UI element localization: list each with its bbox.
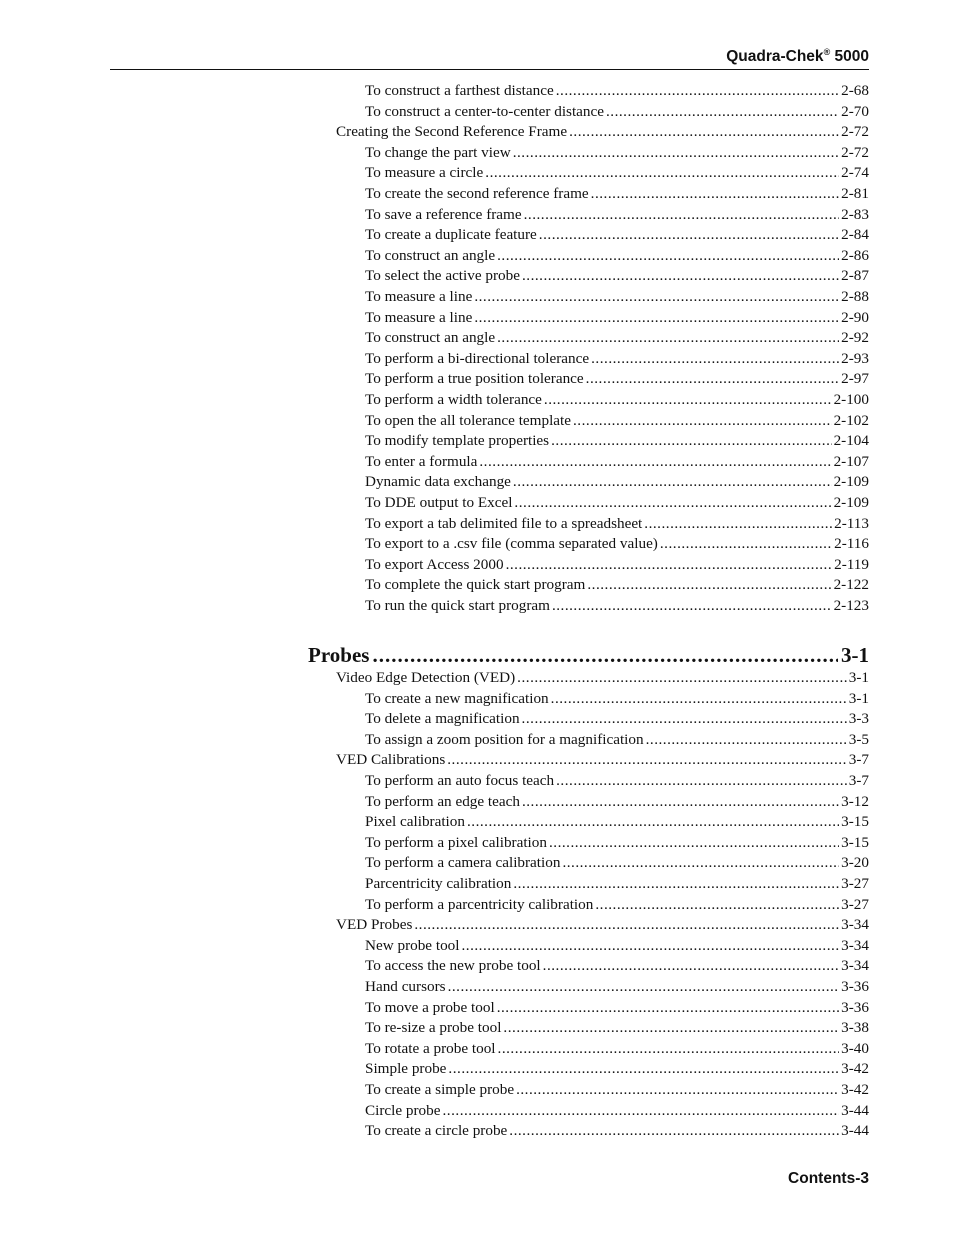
- toc-entry-page: 3-7: [848, 772, 869, 789]
- dot-leader: [549, 834, 839, 852]
- toc-entry-title: To create a simple probe: [365, 1081, 515, 1098]
- toc-entry[interactable]: [365, 432, 869, 450]
- toc-entry-page: 2-83: [841, 205, 869, 223]
- toc-entry-page: 3-20: [841, 854, 869, 872]
- toc-entry-page: 2-107: [833, 452, 869, 470]
- dot-leader: [552, 597, 832, 615]
- toc-entry[interactable]: [365, 834, 869, 852]
- toc-section-entry[interactable]: [336, 751, 869, 769]
- toc-entry-title: To access the new probe tool: [365, 957, 541, 975]
- dot-leader: [522, 267, 839, 285]
- toc-entry[interactable]: [365, 82, 869, 100]
- toc-entry-page: 2-81: [841, 185, 869, 202]
- toc-entry[interactable]: [365, 535, 869, 553]
- toc-entry-title: To export Access 2000: [365, 555, 504, 573]
- toc-entry[interactable]: [365, 288, 869, 306]
- dot-leader: [606, 103, 839, 121]
- toc-entry[interactable]: [365, 1019, 869, 1037]
- dot-leader: [556, 772, 847, 790]
- dot-leader: [551, 432, 831, 450]
- dot-leader: [448, 1060, 839, 1078]
- toc-entry-page: 3-5: [848, 730, 869, 748]
- toc-entry-title: To perform a pixel calibration: [365, 833, 547, 851]
- toc-entry-page: 2-113: [834, 514, 869, 532]
- toc-entry-title: To construct an angle: [365, 246, 496, 264]
- toc-entry[interactable]: [365, 710, 869, 728]
- toc-entry-page: 2-100: [833, 391, 869, 408]
- toc-entry-title: Video Edge Detection (VED): [336, 669, 516, 686]
- toc-entry[interactable]: [365, 772, 869, 790]
- dot-leader: [498, 1040, 840, 1058]
- header-rule: [110, 69, 869, 70]
- toc-entry-title: To measure a circle: [365, 164, 484, 182]
- toc-entry-page: 2-72: [841, 123, 869, 141]
- toc-entry[interactable]: [365, 515, 869, 533]
- toc-entry-title: To select the active probe: [365, 267, 520, 285]
- toc-entry-title: To export a tab delimited file to a spreadsheet: [365, 514, 643, 532]
- dot-leader: [443, 1102, 840, 1120]
- dot-leader: [524, 206, 840, 224]
- dot-leader: [509, 1122, 839, 1140]
- toc-entry-title: To complete the quick start program: [365, 576, 586, 594]
- dot-leader: [522, 793, 839, 811]
- dot-leader: [644, 515, 832, 533]
- dot-leader: [474, 288, 839, 306]
- toc-entry[interactable]: [365, 1060, 869, 1078]
- toc-entry-title: To run the quick start program: [365, 597, 550, 614]
- toc-section-entry[interactable]: [336, 669, 869, 687]
- toc-entry[interactable]: [365, 350, 869, 368]
- toc-entry[interactable]: [365, 267, 869, 285]
- toc-entry-page: 2-123: [833, 597, 869, 614]
- dot-leader: [467, 813, 839, 831]
- toc-entry-title: To perform an edge teach: [365, 792, 520, 810]
- toc-entry-title: To export to a .csv file (comma separated value): [365, 535, 658, 553]
- dot-leader: [372, 643, 838, 668]
- toc-entry-page: 2-90: [841, 308, 869, 326]
- toc-entry[interactable]: [365, 453, 869, 471]
- toc-entry[interactable]: [365, 731, 869, 749]
- toc-entry-page: 2-88: [841, 288, 869, 305]
- dot-leader: [497, 247, 839, 265]
- toc-entry-page: 2-119: [834, 555, 869, 573]
- toc-entry-title: To construct a farthest distance: [365, 82, 554, 99]
- toc-entry[interactable]: [365, 813, 869, 831]
- dot-leader: [517, 669, 847, 687]
- dot-leader: [497, 329, 839, 347]
- toc-entry[interactable]: [365, 103, 869, 121]
- toc-entry-page: 2-104: [833, 432, 869, 450]
- dot-leader: [513, 875, 839, 893]
- toc-entry-title: To rotate a probe tool: [365, 1039, 496, 1057]
- dot-leader: [569, 123, 839, 141]
- toc-entry-title: New probe tool: [365, 936, 460, 954]
- toc-entry-title: Hand cursors: [365, 978, 446, 995]
- toc-entry-title: Pixel calibration: [365, 813, 465, 831]
- toc-entry-page: 3-34: [841, 916, 869, 934]
- toc-entry-page: 2-68: [841, 82, 869, 99]
- toc-entry[interactable]: [365, 597, 869, 615]
- dot-leader: [556, 82, 839, 100]
- toc-entry[interactable]: [365, 144, 869, 162]
- toc-entry[interactable]: [365, 1102, 869, 1120]
- toc-entry-title: Creating the Second Reference Frame: [336, 123, 568, 141]
- dot-leader: [513, 144, 839, 162]
- toc-entry-page: 2-116: [834, 535, 869, 553]
- dot-leader: [595, 896, 839, 914]
- dot-leader: [479, 453, 831, 471]
- toc-entry[interactable]: [365, 1040, 869, 1058]
- toc-entry-page: 3-27: [841, 895, 869, 913]
- dot-leader: [414, 916, 839, 934]
- toc-entry[interactable]: [365, 957, 869, 975]
- toc-entry-title: To assign a zoom position for a magnification: [365, 730, 644, 748]
- toc-entry-page: 3-27: [841, 875, 869, 892]
- toc-entry[interactable]: [365, 370, 869, 388]
- toc-entry-title: To create a new magnification: [365, 689, 549, 707]
- toc-entry-title: To delete a magnification: [365, 710, 520, 728]
- toc-entry-title: To create the second reference frame: [365, 185, 589, 202]
- dot-leader: [562, 854, 839, 872]
- dot-leader: [447, 751, 847, 769]
- toc-entry-title: Parcentricity calibration: [365, 875, 512, 892]
- toc-entry[interactable]: [365, 875, 869, 893]
- dot-leader: [587, 576, 831, 594]
- toc-entry-title: To perform a bi-directional tolerance: [365, 349, 590, 367]
- toc-entry[interactable]: [365, 473, 869, 491]
- toc-entry[interactable]: [365, 164, 869, 182]
- dot-leader: [660, 535, 832, 553]
- toc-entry-title: To re-size a probe tool: [365, 1019, 502, 1037]
- registered-mark: ®: [823, 47, 831, 57]
- dot-leader: [586, 370, 840, 388]
- dot-leader: [497, 999, 839, 1017]
- dot-leader: [646, 731, 847, 749]
- toc-entry-page: 3-42: [841, 1060, 869, 1078]
- toc-entry-page: 3-1: [848, 669, 869, 686]
- toc-entry-title: To construct an angle: [365, 329, 496, 347]
- dot-leader: [522, 710, 847, 728]
- toc-entry[interactable]: [365, 247, 869, 265]
- toc-entry-page: 2-92: [841, 329, 869, 347]
- toc-entry-page: 3-34: [841, 957, 869, 975]
- toc-entry[interactable]: [365, 854, 869, 872]
- dot-leader: [474, 309, 839, 327]
- toc-entry-page: 3-40: [841, 1039, 869, 1057]
- dot-leader: [503, 1019, 839, 1037]
- toc-entry-page: 2-74: [841, 164, 869, 182]
- toc-entry[interactable]: [365, 1081, 869, 1099]
- toc-entry-page: 3-12: [841, 792, 869, 810]
- toc-entry[interactable]: [365, 412, 869, 430]
- toc-entry-page: 3-44: [841, 1101, 869, 1119]
- toc-entry-page: 2-97: [841, 370, 869, 388]
- toc-entry[interactable]: [365, 329, 869, 347]
- toc-entry-title: Simple probe: [365, 1060, 447, 1078]
- toc-entry-page: 3-34: [841, 936, 869, 954]
- chapter-heading[interactable]: [308, 643, 869, 668]
- toc-entry[interactable]: [365, 999, 869, 1017]
- dot-leader: [514, 494, 831, 512]
- dot-leader: [539, 226, 839, 244]
- toc-entry-page: 2-87: [841, 267, 869, 285]
- toc-entry[interactable]: [365, 937, 869, 955]
- toc-entry-page: 3-1: [848, 689, 869, 707]
- chapter-page: 3-1: [841, 643, 869, 667]
- toc-entry-page: 3-15: [841, 813, 869, 831]
- dot-leader: [513, 473, 832, 491]
- running-header: [726, 47, 869, 66]
- toc-entry[interactable]: [365, 978, 869, 996]
- toc-entry-title: To enter a formula: [365, 452, 478, 470]
- dot-leader: [461, 937, 839, 955]
- toc-entry-page: 2-102: [833, 411, 869, 429]
- toc-entry-title: To perform a parcentricity calibration: [365, 895, 594, 913]
- toc-entry-title: Circle probe: [365, 1101, 441, 1119]
- toc-entry-title: To create a circle probe: [365, 1122, 508, 1140]
- toc-entry[interactable]: [365, 1122, 869, 1140]
- toc-entry[interactable]: [365, 690, 869, 708]
- toc-entry-title: To modify template properties: [365, 432, 550, 450]
- toc-entry-page: 2-86: [841, 246, 869, 264]
- dot-leader: [448, 978, 840, 996]
- toc-entry-page: 3-7: [848, 751, 869, 769]
- toc-entry-page: 3-36: [841, 978, 869, 995]
- toc-entry[interactable]: [365, 185, 869, 203]
- dot-leader: [544, 391, 832, 409]
- toc-entry[interactable]: [365, 896, 869, 914]
- dot-leader: [506, 556, 833, 574]
- chapter-title: Probes: [308, 643, 370, 667]
- toc-section-entry[interactable]: [336, 123, 869, 141]
- dot-leader: [516, 1081, 839, 1099]
- toc-entry[interactable]: [365, 793, 869, 811]
- dot-leader: [591, 350, 839, 368]
- toc-entry[interactable]: [365, 494, 869, 512]
- toc-entry-title: To open the all tolerance template: [365, 411, 571, 429]
- toc-entry-title: To perform a camera calibration: [365, 854, 561, 872]
- toc-entry-title: To perform a width tolerance: [365, 391, 542, 408]
- toc-entry[interactable]: [365, 206, 869, 224]
- toc-entry-title: To move a probe tool: [365, 998, 495, 1016]
- dot-leader: [543, 957, 840, 975]
- toc-entry-page: 3-15: [841, 833, 869, 851]
- toc-entry-title: To measure a line: [365, 288, 473, 305]
- toc-entry-title: To save a reference frame: [365, 205, 522, 223]
- toc-entry-title: To DDE output to Excel: [365, 494, 513, 511]
- toc-entry-title: VED Probes: [336, 916, 413, 934]
- toc-entry-title: To construct a center-to-center distance: [365, 102, 604, 120]
- toc-entry-page: 2-93: [841, 349, 869, 367]
- toc-entry-title: To change the part view: [365, 143, 511, 161]
- toc-entry-page: 3-42: [841, 1081, 869, 1098]
- toc-entry-title: To measure a line: [365, 308, 473, 326]
- toc-entry-page: 3-38: [841, 1019, 869, 1037]
- toc-entry[interactable]: [365, 576, 869, 594]
- toc-entry-page: 3-44: [841, 1122, 869, 1140]
- toc-entry-page: 2-84: [841, 226, 869, 244]
- toc-entry-title: To create a duplicate feature: [365, 226, 537, 244]
- toc-entry[interactable]: [365, 309, 869, 327]
- toc-entry-page: 2-109: [833, 494, 869, 511]
- dot-leader: [573, 412, 832, 430]
- product-model: 5000: [830, 48, 869, 66]
- dot-leader: [485, 164, 839, 182]
- toc-entry-title: VED Calibrations: [336, 751, 446, 769]
- toc-entry[interactable]: [365, 226, 869, 244]
- toc-entry-page: 2-70: [841, 102, 869, 120]
- toc-entry[interactable]: [365, 556, 869, 574]
- toc-section-entry[interactable]: [336, 916, 869, 934]
- product-name: Quadra-Chek: [726, 48, 824, 66]
- toc-entry-page: 3-3: [848, 710, 869, 728]
- dot-leader: [591, 185, 840, 203]
- toc-entry-page: 2-109: [833, 473, 869, 491]
- page-footer: Contents-3: [788, 1170, 869, 1187]
- dot-leader: [551, 690, 847, 708]
- toc-entry-title: To perform a true position tolerance: [365, 370, 584, 388]
- toc-entry-page: 2-122: [833, 576, 869, 594]
- toc-entry-page: 3-36: [841, 998, 869, 1016]
- toc-entry[interactable]: [365, 391, 869, 409]
- toc-entry-title: To perform an auto focus teach: [365, 772, 555, 789]
- toc-entry-page: 2-72: [841, 143, 869, 161]
- toc-entry-title: Dynamic data exchange: [365, 473, 511, 491]
